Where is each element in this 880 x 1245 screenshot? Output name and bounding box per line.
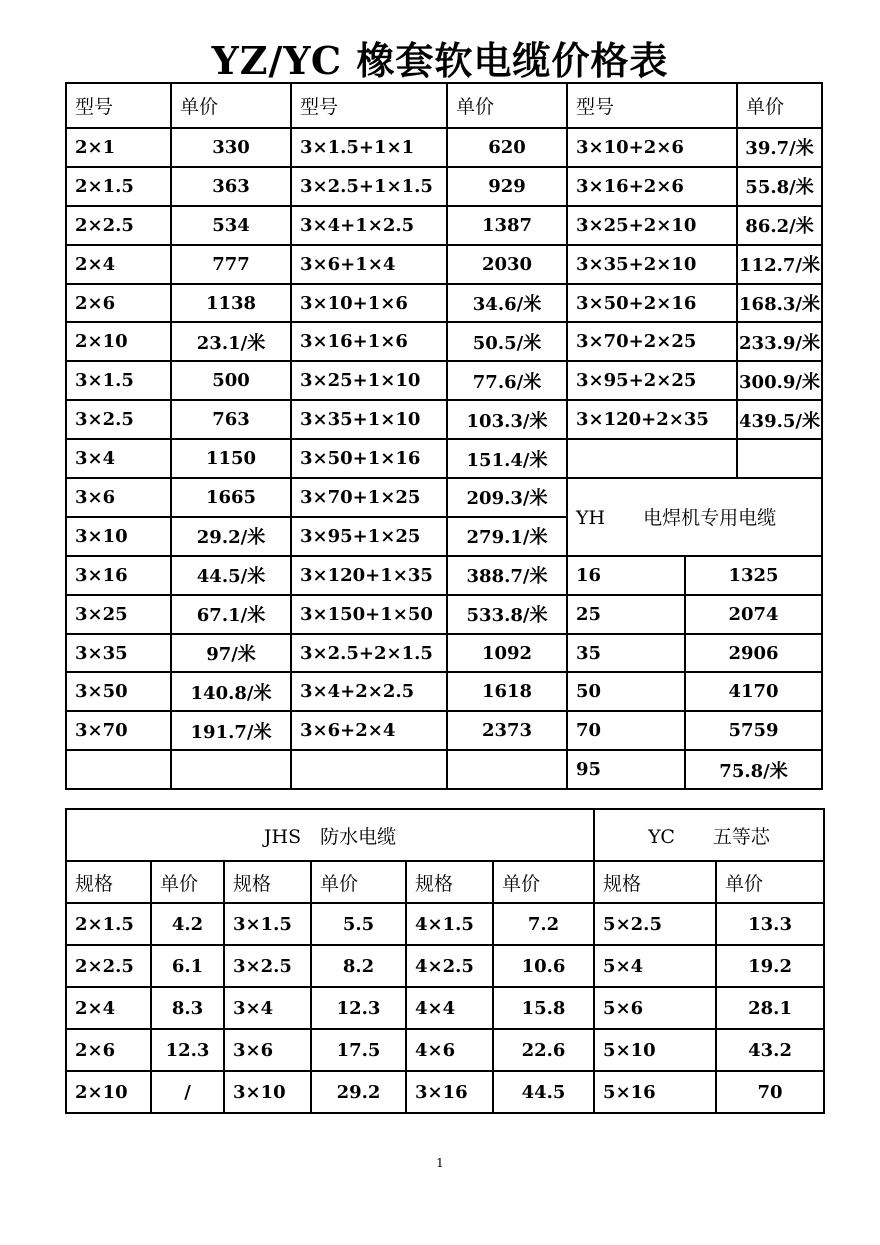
table-row: [66, 1071, 824, 1113]
model-cell: 3×25+1×10: [291, 361, 447, 400]
price-cell: 534: [171, 206, 291, 245]
model-cell: 3×70+1×25: [291, 478, 447, 517]
model-cell: 3×16: [66, 556, 171, 595]
column-header-price: 单价: [311, 861, 406, 903]
table-row: [66, 750, 822, 789]
table-row: [66, 206, 822, 245]
yz-yc-price-table: [65, 82, 823, 790]
price-cell: 29.2/米: [171, 517, 291, 556]
column-header-price: 单价: [737, 83, 822, 128]
table-row: [66, 322, 822, 361]
model-cell: 70: [567, 711, 685, 750]
price-cell: 1150: [171, 439, 291, 478]
price-cell: 209.3/米: [447, 478, 567, 517]
spec-cell: 3×4: [224, 987, 311, 1029]
model-cell: 3×16+1×6: [291, 322, 447, 361]
model-cell: 2×1: [66, 128, 171, 167]
table-row: [66, 1029, 824, 1071]
column-header-spec: 规格: [406, 861, 493, 903]
price-cell: 763: [171, 400, 291, 439]
price-cell: 8.3: [151, 987, 224, 1029]
model-cell: 3×6+1×4: [291, 245, 447, 284]
model-cell: 95: [567, 750, 685, 789]
table-row: [66, 595, 822, 634]
spec-cell: 4×2.5: [406, 945, 493, 987]
model-cell: 3×35: [66, 634, 171, 673]
price-cell: 300.9/米: [737, 361, 822, 400]
model-cell: 3×1.5+1×1: [291, 128, 447, 167]
price-cell: 1618: [447, 672, 567, 711]
price-cell: 2030: [447, 245, 567, 284]
table-row: [66, 167, 822, 206]
model-cell: 3×120+1×35: [291, 556, 447, 595]
price-cell: 2074: [685, 595, 822, 634]
empty-cell: [66, 750, 171, 789]
section-title-row: [66, 809, 824, 861]
spec-cell: 5×6: [594, 987, 716, 1029]
model-cell: 2×10: [66, 322, 171, 361]
empty-cell: [291, 750, 447, 789]
price-cell: 1665: [171, 478, 291, 517]
model-cell: 3×70: [66, 711, 171, 750]
model-cell: 3×2.5: [66, 400, 171, 439]
price-cell: 7.2: [493, 903, 594, 945]
table-row: [66, 672, 822, 711]
table-row: [66, 711, 822, 750]
spec-cell: 5×16: [594, 1071, 716, 1113]
model-cell: 3×70+2×25: [567, 322, 737, 361]
model-cell: 35: [567, 634, 685, 673]
price-cell: 34.6/米: [447, 284, 567, 323]
price-cell: 2373: [447, 711, 567, 750]
model-cell: 3×25+2×10: [567, 206, 737, 245]
table-row: [66, 478, 822, 517]
price-cell: 1138: [171, 284, 291, 323]
price-cell: 151.4/米: [447, 439, 567, 478]
price-cell: 103.3/米: [447, 400, 567, 439]
table-header-row: [66, 861, 824, 903]
model-cell: 3×95+1×25: [291, 517, 447, 556]
model-cell: 3×95+2×25: [567, 361, 737, 400]
price-cell: 44.5/米: [171, 556, 291, 595]
model-cell: 3×2.5+2×1.5: [291, 634, 447, 673]
price-cell: 363: [171, 167, 291, 206]
model-cell: 3×6: [66, 478, 171, 517]
price-cell: 43.2: [716, 1029, 824, 1071]
column-header-price: 单价: [447, 83, 567, 128]
spec-cell: 5×2.5: [594, 903, 716, 945]
spec-cell: 4×6: [406, 1029, 493, 1071]
spec-cell: 2×2.5: [66, 945, 151, 987]
price-cell: 5759: [685, 711, 822, 750]
table-row: [66, 284, 822, 323]
price-cell: 620: [447, 128, 567, 167]
spec-cell: 3×2.5: [224, 945, 311, 987]
model-cell: 3×4+2×2.5: [291, 672, 447, 711]
spec-cell: 4×4: [406, 987, 493, 1029]
column-header-model: 型号: [567, 83, 737, 128]
model-cell: 3×16+2×6: [567, 167, 737, 206]
price-cell: 55.8/米: [737, 167, 822, 206]
model-cell: 2×2.5: [66, 206, 171, 245]
price-cell: 29.2: [311, 1071, 406, 1113]
spec-cell: 2×6: [66, 1029, 151, 1071]
table-row: [66, 361, 822, 400]
price-cell: 140.8/米: [171, 672, 291, 711]
empty-cell: [171, 750, 291, 789]
price-cell: 97/米: [171, 634, 291, 673]
column-header-model: 型号: [291, 83, 447, 128]
price-cell: 5.5: [311, 903, 406, 945]
price-cell: 8.2: [311, 945, 406, 987]
spec-cell: 3×6: [224, 1029, 311, 1071]
price-cell: 77.6/米: [447, 361, 567, 400]
model-cell: 3×35+2×10: [567, 245, 737, 284]
price-cell: 2906: [685, 634, 822, 673]
price-cell: 191.7/米: [171, 711, 291, 750]
column-header-price: 单价: [493, 861, 594, 903]
price-cell: 44.5: [493, 1071, 594, 1113]
price-cell: 86.2/米: [737, 206, 822, 245]
table-row: [66, 400, 822, 439]
column-header-price: 单价: [171, 83, 291, 128]
price-cell: 112.7/米: [737, 245, 822, 284]
model-cell: 3×2.5+1×1.5: [291, 167, 447, 206]
model-cell: 2×4: [66, 245, 171, 284]
price-cell: 23.1/米: [171, 322, 291, 361]
model-cell: 25: [567, 595, 685, 634]
model-cell: 3×150+1×50: [291, 595, 447, 634]
column-header-price: 单价: [716, 861, 824, 903]
spec-cell: 3×10: [224, 1071, 311, 1113]
price-cell: 330: [171, 128, 291, 167]
page-number: 1: [436, 1156, 444, 1170]
price-cell: /: [151, 1071, 224, 1113]
spec-cell: 4×1.5: [406, 903, 493, 945]
price-cell: 168.3/米: [737, 284, 822, 323]
table-row: [66, 556, 822, 595]
price-cell: 388.7/米: [447, 556, 567, 595]
price-cell: 1325: [685, 556, 822, 595]
model-cell: 3×50+1×16: [291, 439, 447, 478]
spec-cell: 2×1.5: [66, 903, 151, 945]
price-cell: 10.6: [493, 945, 594, 987]
spec-cell: 5×10: [594, 1029, 716, 1071]
table-row: [66, 903, 824, 945]
price-cell: 6.1: [151, 945, 224, 987]
price-cell: 50.5/米: [447, 322, 567, 361]
page-title: YZ/YC 橡套软电缆价格表: [211, 38, 669, 83]
table-row: [66, 439, 822, 478]
yh-section-label: YH 电焊机专用电缆: [567, 478, 822, 556]
model-cell: 3×4: [66, 439, 171, 478]
price-cell: 4.2: [151, 903, 224, 945]
price-cell: 28.1: [716, 987, 824, 1029]
price-cell: 70: [716, 1071, 824, 1113]
model-cell: 2×6: [66, 284, 171, 323]
price-cell: 500: [171, 361, 291, 400]
spec-cell: 2×4: [66, 987, 151, 1029]
spec-cell: 3×16: [406, 1071, 493, 1113]
price-cell: 1092: [447, 634, 567, 673]
price-cell: 22.6: [493, 1029, 594, 1071]
model-cell: 2×1.5: [66, 167, 171, 206]
price-cell: 533.8/米: [447, 595, 567, 634]
model-cell: 16: [567, 556, 685, 595]
table-row: [66, 987, 824, 1029]
price-cell: 12.3: [311, 987, 406, 1029]
model-cell: 3×25: [66, 595, 171, 634]
model-cell: 3×6+2×4: [291, 711, 447, 750]
price-cell: 39.7/米: [737, 128, 822, 167]
column-header-spec: 规格: [594, 861, 716, 903]
empty-cell: [567, 439, 737, 478]
model-cell: 3×120+2×35: [567, 400, 737, 439]
column-header-spec: 规格: [66, 861, 151, 903]
table-row: [66, 245, 822, 284]
model-cell: 3×10+1×6: [291, 284, 447, 323]
table-row: [66, 634, 822, 673]
price-cell: 777: [171, 245, 291, 284]
yc-section-title: YC 五等芯: [594, 809, 824, 861]
price-cell: 17.5: [311, 1029, 406, 1071]
model-cell: 3×50: [66, 672, 171, 711]
price-cell: 13.3: [716, 903, 824, 945]
spec-cell: 5×4: [594, 945, 716, 987]
column-header-spec: 规格: [224, 861, 311, 903]
table-row: [66, 128, 822, 167]
table-row: [66, 945, 824, 987]
spec-cell: 3×1.5: [224, 903, 311, 945]
price-cell: 929: [447, 167, 567, 206]
model-cell: 3×4+1×2.5: [291, 206, 447, 245]
price-cell: 67.1/米: [171, 595, 291, 634]
model-cell: 3×10+2×6: [567, 128, 737, 167]
price-cell: 75.8/米: [685, 750, 822, 789]
model-cell: 3×1.5: [66, 361, 171, 400]
price-cell: 233.9/米: [737, 322, 822, 361]
empty-cell: [447, 750, 567, 789]
column-header-price: 单价: [151, 861, 224, 903]
column-header-model: 型号: [66, 83, 171, 128]
price-cell: 15.8: [493, 987, 594, 1029]
price-cell: 12.3: [151, 1029, 224, 1071]
price-cell: 4170: [685, 672, 822, 711]
jhs-section-title: JHS 防水电缆: [66, 809, 594, 861]
price-cell: 439.5/米: [737, 400, 822, 439]
spec-cell: 2×10: [66, 1071, 151, 1113]
model-cell: 3×35+1×10: [291, 400, 447, 439]
empty-cell: [737, 439, 822, 478]
price-cell: 1387: [447, 206, 567, 245]
table-header-row: [66, 83, 822, 128]
price-cell: 279.1/米: [447, 517, 567, 556]
model-cell: 3×50+2×16: [567, 284, 737, 323]
model-cell: 50: [567, 672, 685, 711]
price-cell: 19.2: [716, 945, 824, 987]
model-cell: 3×10: [66, 517, 171, 556]
jhs-yc-price-table: [65, 808, 825, 1114]
